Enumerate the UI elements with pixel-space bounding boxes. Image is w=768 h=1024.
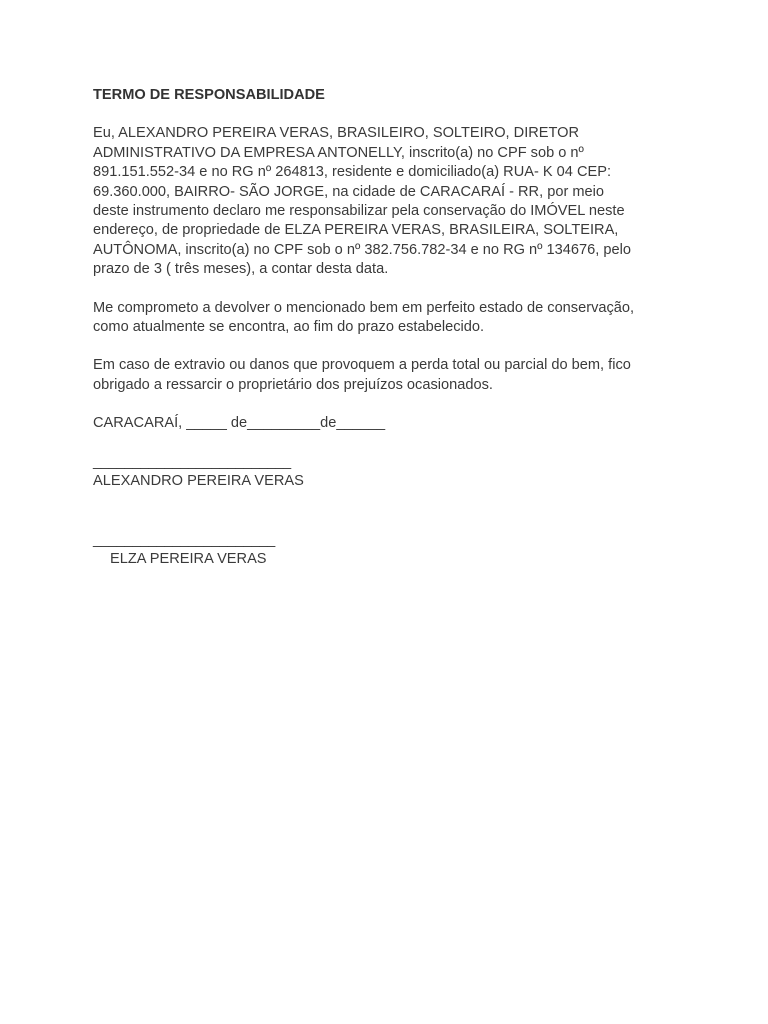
signature-line: _______________________ <box>93 531 276 548</box>
paragraph-line: Eu, ALEXANDRO PEREIRA VERAS, BRASILEIRO, SOLTEIRO, DIRETOR <box>93 125 580 142</box>
paragraph-line: AUTÔNOMA, inscrito(a) no CPF sob o nº 382.756.782-34 e no RG nº 134676, pelo <box>93 241 631 258</box>
paragraph-line: Em caso de extravio ou danos que provoquem a perda total ou parcial do bem, fico <box>93 357 631 374</box>
paragraph-line: como atualmente se encontra, ao fim do prazo estabelecido. <box>93 319 485 336</box>
document-title: TERMO DE RESPONSABILIDADE <box>93 87 325 103</box>
liability-paragraph <box>93 356 673 395</box>
paragraph-line: endereço, de propriedade de ELZA PEREIRA VERAS, BRASILEIRA, SOLTEIRA, <box>93 222 619 239</box>
document-body <box>93 86 673 569</box>
paragraph-line: ADMINISTRATIVO DA EMPRESA ANTONELLY, inscrito(a) no CPF sob o nº <box>93 144 584 161</box>
paragraph-line: obrigado a ressarcir o proprietário dos prejuízos ocasionados. <box>93 376 493 393</box>
paragraph-line: Me comprometo a devolver o mencionado bem em perfeito estado de conservação, <box>93 299 635 316</box>
paragraph-line: prazo de 3 ( três meses), a contar desta data. <box>93 261 389 278</box>
paragraph-line: 69.360.000, BAIRRO- SÃO JORGE, na cidade de CARACARAÍ - RR, por meio <box>93 183 604 200</box>
signature-name: ALEXANDRO PEREIRA VERAS <box>93 473 304 490</box>
paragraph-line: deste instrumento declaro me responsabilizar pela conservação do IMÓVEL neste <box>93 203 625 220</box>
commitment-paragraph <box>93 299 673 338</box>
signature-line: _________________________ <box>93 453 291 470</box>
signature-block-responsible <box>93 453 673 492</box>
declaration-paragraph <box>93 124 673 279</box>
paragraph-line: 891.151.552-34 e no RG nº 264813, residente e domiciliado(a) RUA- K 04 CEP: <box>93 164 612 181</box>
signature-block-owner <box>93 531 673 570</box>
signature-name: ELZA PEREIRA VERAS <box>110 550 267 567</box>
place-and-date: CARACARAÍ, _____ de_________de______ <box>93 415 386 432</box>
